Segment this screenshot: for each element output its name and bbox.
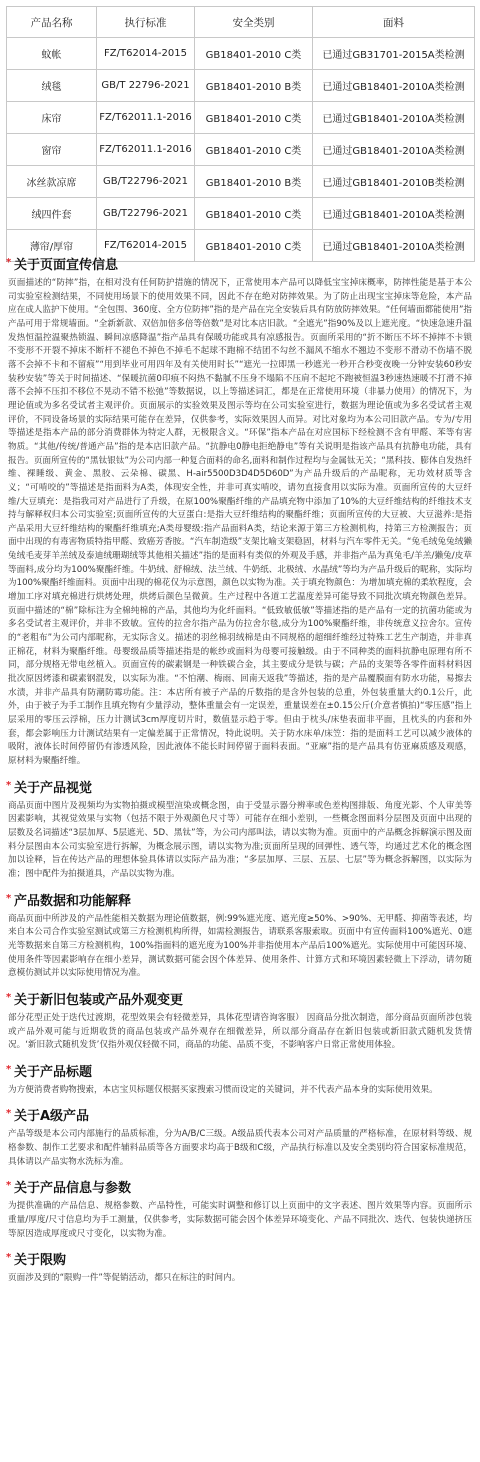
cell-safety-category: GB18401-2010 B类: [195, 166, 313, 198]
section-title-text: 关于限购: [14, 1253, 67, 1269]
table-row: [7, 166, 475, 198]
table-header-row: [7, 7, 475, 38]
section-title-text: 关于页面宣传信息: [14, 258, 119, 273]
header-product-name: 产品名称: [7, 7, 97, 38]
section-title: [6, 1181, 474, 1197]
table-row: [7, 198, 475, 230]
table-row: [7, 102, 475, 134]
notice-sections: [6, 258, 474, 1286]
section-body: 为提供准确的产品信息、规格参数、产品特性，可能实时调整和修订以上页面中的文字表述、图片效果等内容。页面所示重量/厚度/尺寸信息均为手工测量，仅供参考，实际数据可能会因个体差异环境变化、产品不同批次、迭代、包装快递挤压等原因造成厚度或尺寸变化，以实物为准。: [8, 1201, 472, 1239]
section-spacer: [6, 1169, 474, 1181]
cell-standard: FZ/T62014-2015: [97, 38, 195, 70]
section-title-text: 产品数据和功能解释: [14, 893, 132, 909]
cell-safety-category: GB18401-2010 C类: [195, 38, 313, 70]
section-body: 产品等级是本公司内部施行的品质标准，分为A/B/C三级。A级品质代表本公司对产品质量的严格标准，在原材料等级、规格参数、制作工艺要求和配件辅料品质等各方面要求均高于B级和C级，产品执行标准以及安全类别均符合国家标准规范，具体请以产品实物水洗标为准。: [8, 1129, 472, 1167]
asterisk-icon: *: [6, 1063, 12, 1075]
cell-fabric: 已通过GB18401-2010A类检测: [313, 198, 475, 230]
cell-product-name: 薄帘/厚帘: [7, 230, 97, 262]
cell-product-name: 床帘: [7, 102, 97, 134]
asterisk-icon: *: [6, 1108, 12, 1120]
cell-standard: GB/T22796-2021: [97, 166, 195, 198]
cell-safety-category: GB18401-2010 C类: [195, 230, 313, 262]
cell-fabric: 已通过GB31701-2015A类检测: [313, 38, 475, 70]
asterisk-icon: *: [6, 779, 12, 791]
cell-fabric: 已通过GB18401-2010A类检测: [313, 70, 475, 102]
cell-standard: FZ/T62011.1-2016: [97, 102, 195, 134]
notice-section: [6, 258, 474, 769]
cell-product-name: 冰丝款凉席: [7, 166, 97, 198]
asterisk-icon: *: [6, 257, 12, 268]
section-title: [6, 894, 474, 910]
standards-table: [6, 6, 475, 262]
section-spacer: [6, 1097, 474, 1109]
section-body: 部分花型正处于迭代过渡期，花型效果会有轻微差异，具体花型请咨询客服） 因商品分批次制造，部分商品页面所涉包装或产品外观可能与近期收货的商品包装或产品外观存在细微差异，所以部分商品存在新旧包装或新旧款式随机发货情况。‘新旧款式随机发货’仅指外观仅轻微不同，商品的功能、品质不变，不影响客户日常正常使用体验。: [8, 1012, 472, 1051]
notice-section: [6, 769, 474, 882]
header-safety-category: 安全类别: [195, 7, 313, 38]
notice-section: [6, 1169, 474, 1241]
section-body: 商品页面中图片及视频均为实物拍摄或模型渲染或概念图，由于受显示器分辨率或色差构图排版、角度光影、个人审美等因素影响，其视觉效果与实物（包括不限于外观颜色尺寸等）可能存在细小差别，一些概念图面料分层图及页面中出现的层数及名词描述“3层加厚、5层遮光、5D、黑钛”等，为公司内部叫法，请以实物为准。页面中的产品概念拆解演示图及面料分层图由本公司实验室进行拆解，为概念展示图，请以实物为准;页面所呈现的回弹性、透气等，均通过艺术化的概念图加以诠释，旨在传达产品的理想体验具体请以实际产品为准；“多层加厚、三层、五层、七层”等为概念拆解图，以实际为准；图中配件为拍摄道具，产品以实物为准。: [8, 800, 472, 879]
section-title: [6, 1253, 474, 1269]
table-row: [7, 134, 475, 166]
table-row: [7, 38, 475, 70]
cell-safety-category: GB18401-2010 C类: [195, 198, 313, 230]
asterisk-icon: *: [6, 1180, 12, 1192]
section-title: [6, 258, 474, 274]
section-spacer: [6, 1053, 474, 1065]
section-title-text: 关于产品视觉: [14, 780, 93, 796]
cell-safety-category: GB18401-2010 C类: [195, 134, 313, 166]
cell-safety-category: GB18401-2010 C类: [195, 102, 313, 134]
notice-section: [6, 981, 474, 1053]
cell-standard: GB/T22796-2021: [97, 198, 195, 230]
section-body: 页面涉及到的“限购一件”等促销活动，都只在标注的时间内。: [8, 1273, 241, 1284]
asterisk-icon: *: [6, 892, 12, 904]
cell-product-name: 蚊帐: [7, 38, 97, 70]
cell-fabric: 已通过GB18401-2010A类检测: [313, 230, 475, 262]
cell-standard: FZ/T62014-2015: [97, 230, 195, 262]
cell-standard: FZ/T62011.1-2016: [97, 134, 195, 166]
section-title: [6, 781, 474, 797]
section-body: 为方便消费者购物搜索，本店宝贝标题仅根据买家搜索习惯而设定的关键词，并不代表产品本身的实际使用效果。: [8, 1084, 438, 1095]
section-title-text: 关于A级产品: [14, 1109, 90, 1125]
section-title: [6, 993, 474, 1009]
asterisk-icon: *: [6, 991, 12, 1003]
header-standard: 执行标准: [97, 7, 195, 38]
cell-safety-category: GB18401-2010 B类: [195, 70, 313, 102]
notice-section: [6, 1053, 474, 1098]
notice-section: [6, 1097, 474, 1169]
section-spacer: [6, 1241, 474, 1253]
cell-standard: GB/T 22796-2021: [97, 70, 195, 102]
section-title-text: 关于产品信息与参数: [14, 1181, 132, 1197]
cell-product-name: 绒毯: [7, 70, 97, 102]
table-row: [7, 230, 475, 262]
section-title-text: 关于新旧包装或产品外观变更: [14, 992, 184, 1008]
table-row: [7, 70, 475, 102]
section-body: 商品页面中所涉及的产品性能相关数据为理论值数据，例:99%遮光度、遮光度≥50%、>90%、无甲醛、抑菌等表述，均来自本公司合作实验室测试或第三方检测机构所得，如需检测报告，请联系客服索取。页面中有宣传面料100%遮光、0遮光等数据来自第三方检测机构，100%指面料的遮光度为100%并非指使用本产品后100%遮光。实际使用中可能因环境、使用条件等因素影响存在细小差异，测试数据可能会因个体差异、使用条件、计算方式和环境因素轻微上下浮动，请勿随意模仿测试并以实际使用情况为准。: [8, 913, 472, 979]
notice-section: [6, 882, 474, 981]
section-body: 页面描述的“防摔”指，在相对没有任何防护措施的情况下，正常使用本产品可以降低宝宝掉床概率，防摔性能是基于本公司实验室检测结果，不同使用场景下的使用效果不同，因此不存在绝对防摔效果。为了防止出现宝宝掉床等危险，本产品应在成人监护下使用。“全包围、360度、全方位防摔”指的是产品在完全安装后具有防放防摔效果。“任何墙面都能使用”指产品可用于常规墙面。“全新新款、双倍加倍多倍等倍数”是对比本店旧款。“全遮光”指90%及以上遮光度。“快速急速升温发热恒温控温聚热锁温、瞬间凉感降温”指产品具有保暖功能或具有凉感报告。页面所采用的“折不断压不坏不掉摔不卡锁不变形不开裂不掉床不断杆不褪色不掉色不掉毛不起球不跑棉不结团不勾丝不漏风不缩水不翘边不变形不滑动不伤墙不脱落不会掉不卡和不留痕”“用到毕业可用四年及有关使用时长”“遮光一拉即黑一秒遮光一秒开合秒变夜晚一分钟安装60秒安装秒安装”等关于时间描述、“保暖抗菌0印痕不闷热不黏腻不压身不塌陷不压肩不起坨不跑被恒温3秒速热速暖不打滑不掉落不会掉不压扣不移位不晃动不错不松弛”等数据说，以上等描述词汇，都是在正常使用环境（非暴力使用）的情况下，为理论值或为多名受试者主观评价。页面展示的实验效果及图示等均在公司实验室进行，数据为理论值或为多名受试者主观评价，不同设备场景的实际结果可能存在差异，仅供参考，实际效果因人而异。对比对象均为本公司旧款产品。专为/专用等描述是指本产品的部分消费群体为特定人群，无极限含义。“环保”指本产品在对应国标下经检测不含有甲醛、苯等有害物质。“其他/传统/普通产品”指的是本店旧款产品。“抗静电0静电拒绝静电”等有关说明是指该产品具有抗静电功能，具有报告。页面所宣传的“黑钛银钛”为公司内部一种复合面料的命名,面料和制作过程均与金属钛无关；“黑科技、膨体自发热纤维、裸睡级、黄金、黑胶、云朵棉、碳黑、H-air5500D3D4D5D60D”为产品升级后的产品昵称，无功效材质等含义；“可啃咬的”等描述是指面料为A类，体现安全性，并非可真实啃咬，请勿直接食用以实际为准。页面所宣传的大豆纤维/大豆填充：是指我司对产品进行了升级，在原100%聚酯纤维的产品填充物中添加了10%的大豆纤维结构的纤维技术支持与解释权归本公司实验室;页面所宣传的大豆蛋白:是指大豆纤维结构的聚酯纤维；页面所宣传的大豆被、大豆滋养:是指产品采用大豆纤维结构的聚酯纤维填充;A类母婴级:指产品面料A类，结论来源于第三方检测机构，持第三方检测报告；页面中出现的有毒害物质特指甲醛、致癌芳香胺。“汽车制造级”支架比喻支架稳固，材料与汽车零件无关。“兔毛绒兔兔绒獭兔绒毛麦芽羊羔绒及泰迪绒珊瑚绒等其他相关描述”指的是面料有类似的外观及手感，并非指产品为真兔毛/羊羔/獭兔/皮草等面料,成分均为100%聚酯纤维。牛奶绒、舒棉绒、法兰绒、牛奶纸、北极绒、水晶绒”等均为产品升级后的昵称，实际均为100%聚酯纤维面料。页面中出现的棉花仅为示意图，颜色以实物为准。关于填充物颜色：为增加填充棉的柔软程度，会增加工序对填充棉进行烘烤处理，烘烤后颜色呈微黄。生产过程中各道工艺温度差异可能导致不同批次填充物颜色差异。页面中描述的“棉”除标注为全棉纯棉的产品，其他均为化纤面料。“低致敏低敏”等描述指的是产品有一定的抗菌功能或为多名受试者主观评价，并非不致敏。宣传的拉舍尔指产品为仿拉舍尔毯,成分为100%聚酯纤维，非传统意义拉舍尔。宣传的“老粗布”为公司内部昵称，无实际含义。描述的羽丝棉羽绒棉是由不同规格的超细纤维经过特殊工艺生产制造，并非真正棉花，材料为聚酯纤维。母婴级品质等描述指是的帐纱或面料为母婴可接触级。由于不同种类的面料抗静电原理有所不同，部分规格无带电丝植入。页面宣传的碳素钢是一种铁碳合金，其主要成分是铁与碳；产品的支架等各零件面料材料因批次原因烤漆和碳素钢混发，以实际为准。“不怕潮、梅雨、回南天返我”等描述，指的是产品覆膜面有防水功能，易擦去水渍，并非产品具有防潮防霉功能。注：本店所有被子产品的斤数指的是含外包装的总重，外包装重量大约0.1公斤，此外，由于被子为手工制作且填充物有少量浮动，整体重量会有一定误差，重量误差在±0.15公斤(介意者慎拍)“零压感”指上层采用的零压云浮棉，压力计测试3cm厚度切片时，数值显示趋于零。但由于枕头/床垫表面非平面，且枕头的内套和外套，都会影响压力计测试结果有一定偏差属于正常情况，特此说明。关于防水床单/床笠：指的是面料工艺可以减少液体的吸附，液体长时间停留仍有渗透风险，因此液体不能长时间停留于面料表面。“亚麻”指的是产品具有仿亚麻质感及观感，原材料为聚酯纤维。: [8, 278, 472, 766]
section-spacer: [6, 981, 474, 993]
cell-product-name: 绒四件套: [7, 198, 97, 230]
section-title-text: 关于产品标题: [14, 1064, 93, 1080]
notice-section: [6, 1241, 474, 1286]
cell-fabric: 已通过GB18401-2010A类检测: [313, 134, 475, 166]
asterisk-icon: *: [6, 1252, 12, 1264]
section-spacer: [6, 882, 474, 894]
cell-product-name: 窗帘: [7, 134, 97, 166]
section-title: [6, 1065, 474, 1081]
cell-fabric: 已通过GB18401-2010B类检测: [313, 166, 475, 198]
header-fabric: 面料: [313, 7, 475, 38]
cell-fabric: 已通过GB18401-2010A类检测: [313, 102, 475, 134]
section-title: [6, 1109, 474, 1125]
section-spacer: [6, 769, 474, 781]
